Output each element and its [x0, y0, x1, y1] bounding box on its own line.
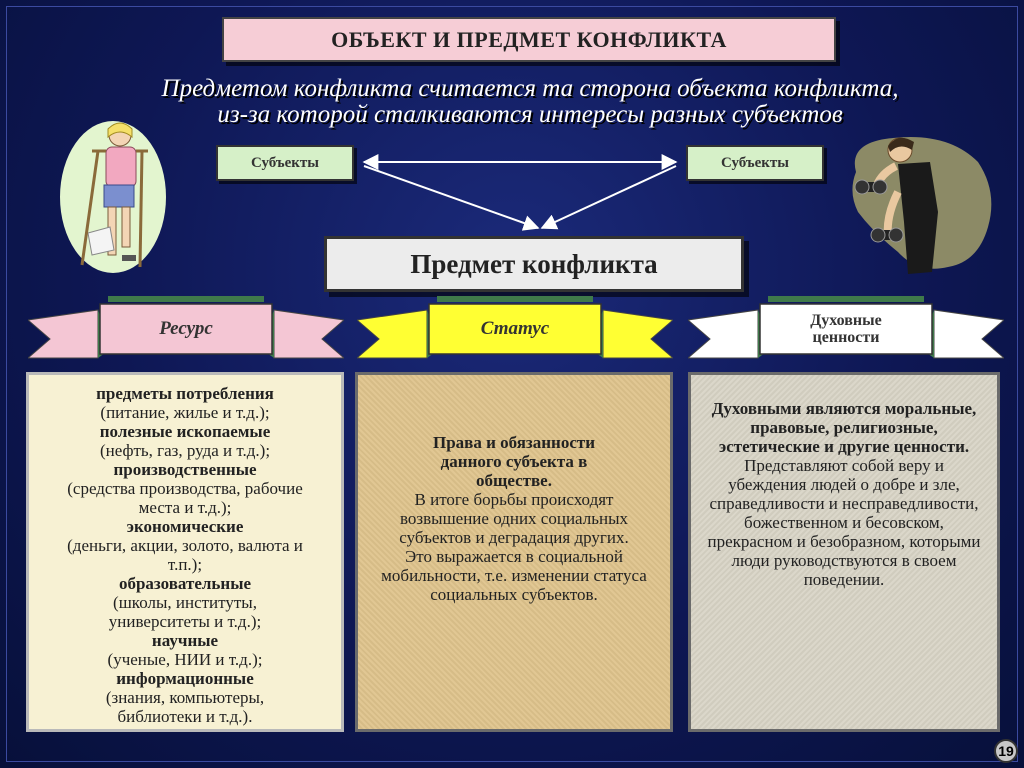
status-paragraph-2: Это выражается в социальной мобильности, т.е. изменении статуса социальных субъектов.: [381, 547, 647, 604]
arrow-left-to-subject: [364, 166, 538, 228]
status-description-panel: [355, 372, 673, 732]
values-definition: Духовными являются моральные, правовые, религиозные, эстетические и другие ценности.: [711, 399, 977, 456]
conflict-subject-box: Предмет конфликта: [324, 236, 744, 292]
resource-item: информационные (знания, компьютеры, библиотеки и т.д.).: [105, 669, 265, 726]
resource-item: экономические (деньги, акции, золото, валюта и т.п.);: [67, 517, 303, 574]
status-paragraph-1: В итоге борьбы происходят возвышение одних социальных субъектов и деградация других.: [399, 490, 629, 547]
resource-item: полезные ископаемые (нефть, газ, руда и т.д.);: [99, 422, 271, 460]
subjects-box-right: Субъекты: [686, 145, 824, 181]
definition-line-1: Предметом конфликта считается та сторона объекта конфликта,: [161, 75, 899, 102]
page-number-badge: 19: [994, 739, 1018, 763]
resource-item: производственные (средства производства, рабочие места и т.д.);: [67, 460, 303, 517]
definition-line-2: из-за которой сталкиваются интересы разных субъектов: [217, 101, 843, 128]
subjects-box-left: Субъекты: [216, 145, 354, 181]
arrow-right-to-subject: [542, 166, 676, 228]
ribbon-values-label: [760, 304, 932, 354]
status-definition: Права и обязанности данного субъекта в обществе.: [432, 433, 596, 490]
ribbon-values-label-line-2: ценности: [812, 329, 880, 346]
slide-title: ОБЪЕКТ И ПРЕДМЕТ КОНФЛИКТА: [222, 17, 836, 62]
values-description-panel: [688, 372, 1000, 732]
ribbon-status-label: Статус: [480, 318, 550, 339]
ribbon-values-label-line-1: Духовные: [810, 312, 882, 329]
resource-item: образовательные (школы, институты, университеты и т.д.);: [108, 574, 262, 631]
ribbon-resource-label: Ресурс: [159, 318, 213, 339]
resource-list-panel: [26, 372, 344, 732]
resource-item: предметы потребления (питание, жилье и т.д.);: [96, 384, 274, 422]
resource-item: научные (ученые, НИИ и т.д.);: [107, 631, 263, 669]
values-paragraph-1: Представляют собой веру и убеждения людей о добре и зле, справедливости и несправедливости, божественном и бесовском, прекрасном и безобразном, которыми люди руководствуются в своем поведении.: [707, 456, 981, 589]
